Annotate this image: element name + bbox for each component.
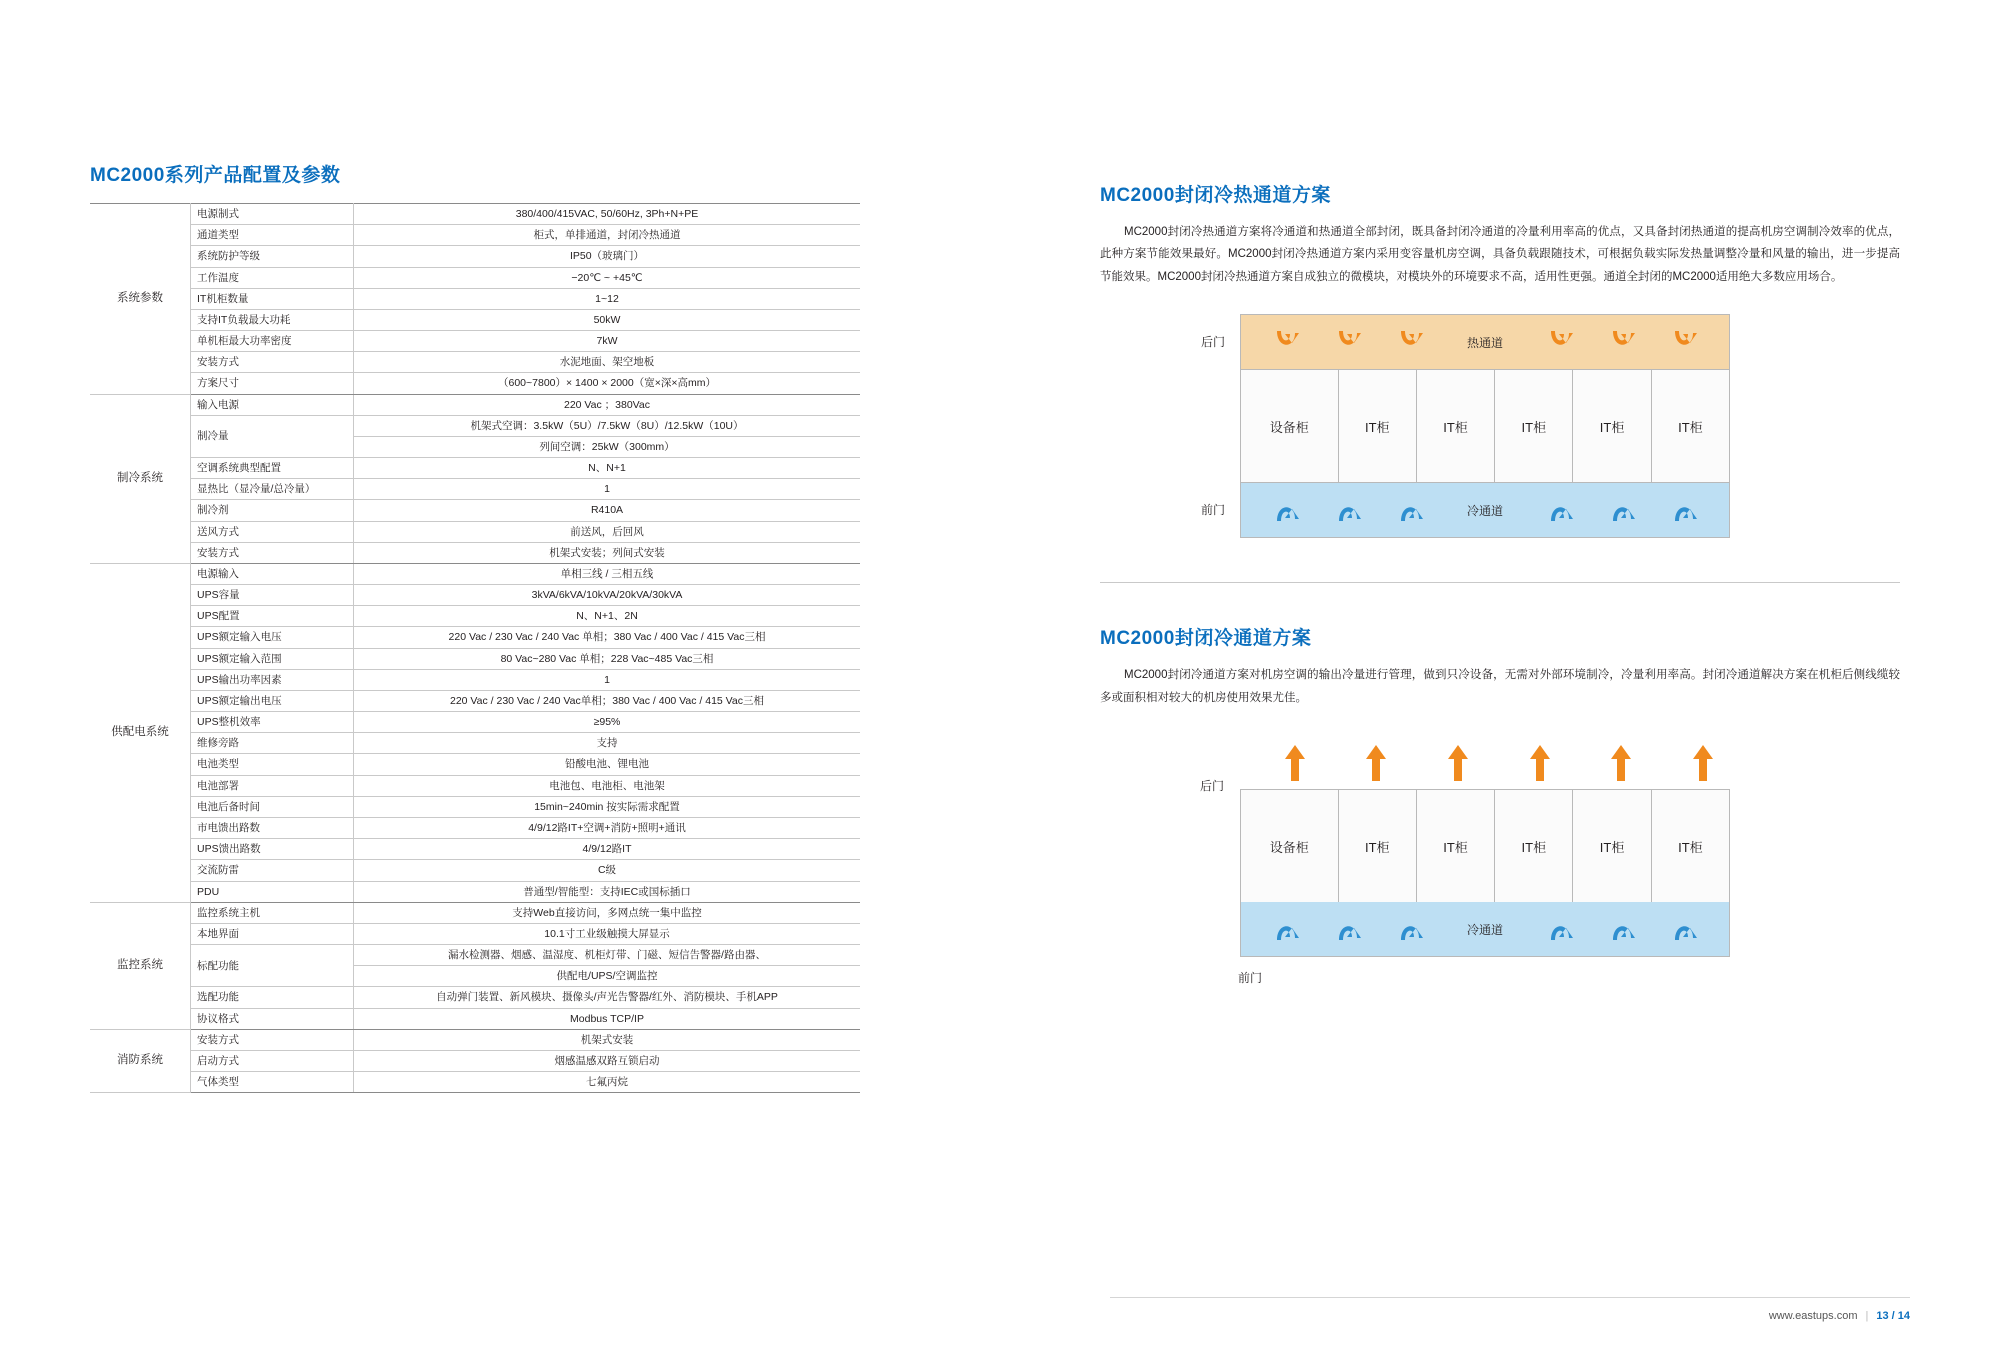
row-value: 普通型/智能型：支持IEC或国标插口 (354, 881, 861, 902)
table-row (90, 860, 860, 881)
up-curve-arrow-icon (1609, 914, 1635, 944)
table-row (90, 817, 860, 838)
group-label: 制冷系统 (90, 394, 191, 563)
row-value: 220 Vac / 230 Vac / 240 Vac 单相；380 Vac / 400 Vac / 415 Vac三相 (354, 627, 861, 648)
row-key: 监控系统主机 (191, 902, 354, 923)
cold-aisle-band (1200, 483, 1730, 538)
footer: www.eastups.com | 13 / 14 (1768, 1310, 1910, 1322)
down-arrow-icon (1547, 327, 1573, 357)
table-row (90, 987, 860, 1008)
row-key: 方案尺寸 (191, 373, 354, 394)
row-value: 漏水检测器、烟感、温湿度、机柜灯带、门磁、短信告警器/路由器、 (354, 945, 861, 966)
down-arrow-icon (1273, 327, 1299, 357)
row-value: 机架式空调：3.5kW（5U）/7.5kW（8U）/12.5kW（10U） (354, 415, 861, 436)
up-curve-arrow-icon (1671, 495, 1697, 525)
up-curve-arrow-icon (1671, 914, 1697, 944)
row-value: 柜式，单排通道，封闭冷热通道 (354, 225, 861, 246)
row-value: 380/400/415VAC, 50/60Hz, 3Ph+N+PE (354, 204, 861, 225)
up-arrow-icon (1366, 745, 1386, 781)
row-key: UPS额定输入范围 (191, 648, 354, 669)
table-row (90, 796, 860, 817)
table-row (90, 712, 860, 733)
row-value: （600~7800）× 1400 × 2000（宽×深×高mm） (354, 373, 861, 394)
up-arrow-icon (1448, 745, 1468, 781)
up-arrow-icon (1530, 745, 1550, 781)
front-door-label: 前门 (1200, 503, 1225, 518)
table-row (90, 288, 860, 309)
rack-cell: IT柜 (1678, 419, 1703, 435)
row-key: 显热比（显冷量/总冷量） (191, 479, 354, 500)
down-arrow-icon (1397, 327, 1423, 357)
row-value: 水泥地面、架空地板 (354, 352, 861, 373)
table-row (90, 331, 860, 352)
row-key: PDU (191, 881, 354, 902)
table-row (90, 225, 860, 246)
row-value: 1 (354, 479, 861, 500)
page-number: 13 / 14 (1876, 1310, 1910, 1322)
table-row (90, 881, 860, 902)
row-key: 制冷量 (191, 415, 354, 457)
front-door-label-2: 前门 (1238, 971, 1263, 986)
row-value: IP50（玻璃门） (354, 246, 861, 267)
table-row (90, 521, 860, 542)
row-key: UPS馈出路数 (191, 839, 354, 860)
table-row (90, 902, 860, 923)
rack-cell: IT柜 (1573, 370, 1651, 482)
row-key: 安装方式 (191, 542, 354, 563)
row-key: 本地界面 (191, 923, 354, 944)
row-value: 单相三线 / 三相五线 (354, 563, 861, 584)
table-row (90, 500, 860, 521)
row-key: 电源制式 (191, 204, 354, 225)
row-value: 10.1寸工业级触摸大屏显示 (354, 923, 861, 944)
row-value: 电池包、电池柜、电池架 (354, 775, 861, 796)
group-label: 监控系统 (90, 902, 191, 1029)
up-curve-arrow-icon (1547, 495, 1573, 525)
table-row (90, 563, 860, 584)
row-value: ≥95% (354, 712, 861, 733)
table-row (90, 1072, 860, 1093)
table-row (90, 394, 860, 415)
row-key: 电池类型 (191, 754, 354, 775)
up-arrow-icon (1693, 745, 1713, 781)
row-key: 单机柜最大功率密度 (191, 331, 354, 352)
table-row (90, 754, 860, 775)
row-value: 烟感温感双路互锁启动 (354, 1050, 861, 1071)
rack-cell: IT柜 (1573, 790, 1651, 902)
row-key: 支持IT负载最大功耗 (191, 309, 354, 330)
down-arrow-icon (1335, 327, 1361, 357)
section-body-hot-cold: MC2000封闭冷热通道方案将冷通道和热通道全部封闭，既具备封闭冷通道的冷量利用率高的优点，又具备封闭热通道的提高机房空调制冷效率的优点，此种方案节能效果最好。MC2000封闭冷热通道方案内采用变容量机房空调，具备负载跟随技术，可根据负载实际发热量调整冷量和风量的输出，进一步提高节能效果。MC2000封闭冷热通道方案自成独立的微模块，对模块外的环境要求不高，适用性更强。通道全封闭的MC2000适用绝大多数应用场合。 (1100, 226, 1900, 283)
row-value: 七氟丙烷 (354, 1072, 861, 1093)
row-key: UPS输出功率因素 (191, 669, 354, 690)
row-key: 交流防雷 (191, 860, 354, 881)
row-value: 前送风，后回风 (354, 521, 861, 542)
row-value: 1 (354, 669, 861, 690)
row-key: UPS额定输出电压 (191, 690, 354, 711)
row-key: 工作温度 (191, 267, 354, 288)
row-key: 选配功能 (191, 987, 354, 1008)
row-value: 3kVA/6kVA/10kVA/20kVA/30kVA (354, 585, 861, 606)
row-key: UPS额定输入电压 (191, 627, 354, 648)
back-door-label: 后门 (1200, 335, 1225, 350)
table-row (90, 606, 860, 627)
table-row (90, 204, 860, 225)
row-value: 机架式安装 (354, 1029, 861, 1050)
row-key: UPS整机效率 (191, 712, 354, 733)
table-row (90, 1029, 860, 1050)
row-key: UPS容量 (191, 585, 354, 606)
right-column (1100, 180, 1900, 986)
back-door-label-2: 后门 (1199, 779, 1224, 794)
specifications-table (90, 203, 860, 1093)
row-value-secondary: 列间空调：25kW（300mm） (354, 436, 861, 457)
section-body-cold: MC2000封闭冷通道方案对机房空调的输出冷量进行管理，做到只冷设备，无需对外部环境制冷，冷量利用率高。封闭冷通道解决方案在机柜后侧线缆较多或面积相对较大的机房使用效果尤佳。 (1100, 669, 1900, 704)
table-row (90, 373, 860, 394)
section-title-hot-cold: MC2000封闭冷热通道方案 (1100, 185, 1331, 206)
page-title: MC2000系列产品配置及参数 (90, 165, 341, 186)
table-row (90, 458, 860, 479)
row-key: 维修旁路 (191, 733, 354, 754)
up-arrow-icon (1611, 745, 1631, 781)
left-column (90, 160, 860, 1093)
section-cold-aisle (1100, 623, 1900, 986)
up-curve-arrow-icon (1397, 914, 1423, 944)
group-label: 供配电系统 (90, 563, 191, 902)
row-key: 气体类型 (191, 1072, 354, 1093)
rack-cell: IT柜 (1495, 370, 1573, 482)
row-key: 送风方式 (191, 521, 354, 542)
hot-aisle-band (1200, 314, 1730, 369)
hot-aisle-label: 热通道 (1466, 335, 1504, 350)
rack-cell: 设备柜 (1241, 370, 1339, 482)
table-row (90, 479, 860, 500)
row-key: 启动方式 (191, 1050, 354, 1071)
row-value: 铅酸电池、锂电池 (354, 754, 861, 775)
row-key: 市电馈出路数 (191, 817, 354, 838)
row-key: 输入电源 (191, 394, 354, 415)
up-curve-arrow-icon (1335, 914, 1361, 944)
row-value: 220 Vac / 230 Vac / 240 Vac单相；380 Vac / 400 Vac / 415 Vac三相 (354, 690, 861, 711)
row-key: IT机柜数量 (191, 288, 354, 309)
table-row (90, 1008, 860, 1029)
table-row (90, 246, 860, 267)
row-key: 安装方式 (191, 352, 354, 373)
row-key: 系统防护等级 (191, 246, 354, 267)
table-row (90, 839, 860, 860)
table-row (90, 585, 860, 606)
up-curve-arrow-icon (1609, 495, 1635, 525)
row-key: 电池部署 (191, 775, 354, 796)
rack-cell: IT柜 (1495, 790, 1573, 902)
table-row (90, 627, 860, 648)
group-label: 系统参数 (90, 204, 191, 395)
row-value: C级 (354, 860, 861, 881)
row-value: 7kW (354, 331, 861, 352)
website-link[interactable]: www.eastups.com (1768, 1310, 1858, 1322)
table-row (90, 1050, 860, 1071)
rack-cell: 设备柜 (1241, 790, 1339, 902)
section-divider (1100, 582, 1900, 583)
table-row (90, 923, 860, 944)
cold-aisle-label: 冷通道 (1466, 503, 1504, 518)
table-row (90, 415, 860, 436)
row-value: 4/9/12路IT+空调+消防+照明+通讯 (354, 817, 861, 838)
table-row (90, 733, 860, 754)
row-value: 15min~240min 按实际需求配置 (354, 796, 861, 817)
table-row (90, 267, 860, 288)
row-value: −20℃ ~ +45℃ (354, 267, 861, 288)
up-curve-arrow-icon (1273, 495, 1299, 525)
row-value: N、N+1、2N (354, 606, 861, 627)
table-row (90, 309, 860, 330)
footer-divider (1110, 1297, 1910, 1298)
up-curve-arrow-icon (1335, 495, 1361, 525)
row-key: 安装方式 (191, 1029, 354, 1050)
row-value: 50kW (354, 309, 861, 330)
up-curve-arrow-icon (1397, 495, 1423, 525)
row-value: 支持 (354, 733, 861, 754)
row-value: 4/9/12路IT (354, 839, 861, 860)
table-row (90, 648, 860, 669)
row-value: 80 Vac~280 Vac 单相；228 Vac~485 Vac三相 (354, 648, 861, 669)
row-key: 电池后备时间 (191, 796, 354, 817)
row-value: 1~12 (354, 288, 861, 309)
table-row (90, 542, 860, 563)
row-value: R410A (354, 500, 861, 521)
row-value: 机架式安装；列间式安装 (354, 542, 861, 563)
diagram-cold-aisle (1100, 745, 1900, 986)
rack-row-2 (1240, 789, 1730, 902)
table-row (90, 669, 860, 690)
rack-cell: IT柜 (1339, 790, 1417, 902)
exhaust-arrows (1240, 745, 1758, 781)
section-hot-cold-aisle (1100, 180, 1900, 538)
row-key: 空调系统典型配置 (191, 458, 354, 479)
row-key: 协议格式 (191, 1008, 354, 1029)
diagram-hot-cold-aisle (1100, 314, 1900, 538)
cold-aisle-label-2: 冷通道 (1466, 922, 1504, 937)
row-key: 电源输入 (191, 563, 354, 584)
cold-aisle-band-2 (1240, 902, 1730, 957)
rack-row (1240, 369, 1730, 483)
row-key: UPS配置 (191, 606, 354, 627)
row-value: 自动弹门装置、新风模块、摄像头/声光告警器/红外、消防模块、手机APP (354, 987, 861, 1008)
row-value-secondary: 供配电/UPS/空调监控 (354, 966, 861, 987)
rack-cell: IT柜 (1678, 839, 1703, 855)
table-row (90, 775, 860, 796)
row-key: 标配功能 (191, 945, 354, 987)
row-value: N、N+1 (354, 458, 861, 479)
down-arrow-icon (1671, 327, 1697, 357)
section-title-cold: MC2000封闭冷通道方案 (1100, 628, 1312, 650)
row-value: Modbus TCP/IP (354, 1008, 861, 1029)
table-row (90, 690, 860, 711)
rack-cell: IT柜 (1417, 370, 1495, 482)
rack-cell: IT柜 (1339, 370, 1417, 482)
group-label: 消防系统 (90, 1029, 191, 1093)
up-curve-arrow-icon (1273, 914, 1299, 944)
table-row (90, 352, 860, 373)
up-arrow-icon (1285, 745, 1305, 781)
up-curve-arrow-icon (1547, 914, 1573, 944)
rack-cell: IT柜 (1417, 790, 1495, 902)
row-value: 支持Web直接访问，多网点统一集中监控 (354, 902, 861, 923)
row-key: 通道类型 (191, 225, 354, 246)
down-arrow-icon (1609, 327, 1635, 357)
table-row (90, 945, 860, 966)
row-key: 制冷剂 (191, 500, 354, 521)
row-value: 220 Vac ；380Vac (354, 394, 861, 415)
